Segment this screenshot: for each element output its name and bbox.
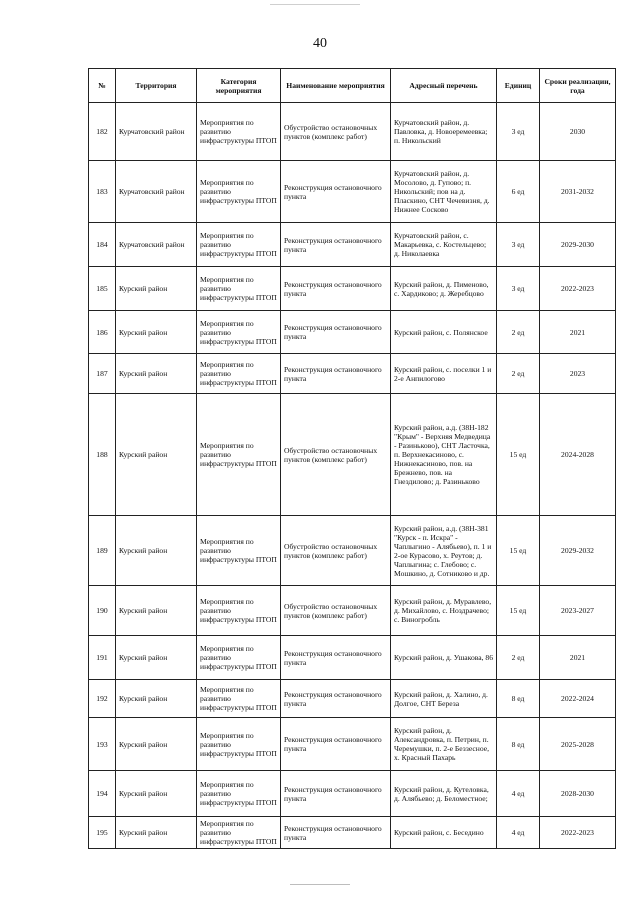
cell-period: 2029-2030 — [540, 223, 616, 267]
cell-name: Реконструкция остановочного пункта — [281, 680, 391, 718]
cell-units: 2 ед — [497, 636, 540, 680]
cell-period: 2025-2028 — [540, 718, 616, 771]
header-territory: Территория — [116, 69, 197, 103]
cell-category: Мероприятия по развитию инфраструктуры ПТОП — [197, 223, 281, 267]
cell-territory: Курчатовский район — [116, 103, 197, 161]
cell-address: Курский район, д. Муравлево, д. Михайлово, с. Ноздрачево; с. Виногробль — [391, 586, 497, 636]
cell-address: Курчатовский район, д. Павловка, д. Новоеремеевка; п. Никольский — [391, 103, 497, 161]
cell-address: Курский район, а.д. (38Н-182 "Крым" - Верхняя Медведица - Разиньково), СНТ Ласточка, п. Верхнекасиново, с. Нижнекасиново, пов. на Брежнево, пов. на Гнездилово; д. Разиньково — [391, 394, 497, 516]
cell-num: 185 — [89, 267, 116, 311]
cell-period: 2021 — [540, 636, 616, 680]
cell-territory: Курский район — [116, 267, 197, 311]
cell-name: Реконструкция остановочного пункта — [281, 718, 391, 771]
cell-period: 2023 — [540, 354, 616, 394]
cell-period: 2022-2023 — [540, 817, 616, 849]
cell-territory: Курский район — [116, 586, 197, 636]
cell-address: Курский район, д. Александровка, п. Петрин, п. Черемушки, п. 2-е Беззесное, х. Красный Пахарь — [391, 718, 497, 771]
cell-num: 182 — [89, 103, 116, 161]
table-row — [89, 586, 616, 636]
cell-name: Реконструкция остановочного пункта — [281, 311, 391, 354]
cell-address: Курский район, с. Полянское — [391, 311, 497, 354]
cell-territory: Курский район — [116, 636, 197, 680]
cell-units: 2 ед — [497, 311, 540, 354]
table-row — [89, 718, 616, 771]
cell-num: 186 — [89, 311, 116, 354]
cell-territory: Курчатовский район — [116, 161, 197, 223]
cell-num: 191 — [89, 636, 116, 680]
cell-address: Курский район, д. Пименово, с. Хардиково; д. Жеребцово — [391, 267, 497, 311]
table-row — [89, 394, 616, 516]
cell-units: 3 ед — [497, 223, 540, 267]
cell-period: 2030 — [540, 103, 616, 161]
cell-name: Обустройство остановочных пунктов (комплекс работ) — [281, 394, 391, 516]
table-row — [89, 223, 616, 267]
cell-territory: Курский район — [116, 771, 197, 817]
table-header-row — [89, 69, 616, 103]
cell-category: Мероприятия по развитию инфраструктуры ПТОП — [197, 161, 281, 223]
cell-units: 2 ед — [497, 354, 540, 394]
cell-address: Курский район, д. Ушакова, 86 — [391, 636, 497, 680]
cell-address: Курский район, д. Кутеловка, д. Алябьево; д. Беломестное; — [391, 771, 497, 817]
cell-period: 2023-2027 — [540, 586, 616, 636]
cell-category: Мероприятия по развитию инфраструктуры ПТОП — [197, 354, 281, 394]
cell-address: Курский район, с. поселки 1 и 2-е Анпилогово — [391, 354, 497, 394]
cell-category: Мероприятия по развитию инфраструктуры ПТОП — [197, 311, 281, 354]
cell-category: Мероприятия по развитию инфраструктуры ПТОП — [197, 267, 281, 311]
cell-num: 189 — [89, 516, 116, 586]
cell-units: 6 ед — [497, 161, 540, 223]
table-row — [89, 516, 616, 586]
cell-territory: Курский район — [116, 718, 197, 771]
cell-period: 2029-2032 — [540, 516, 616, 586]
cell-period: 2028-2030 — [540, 771, 616, 817]
header-num: № — [89, 69, 116, 103]
cell-address: Курский район, с. Беседино — [391, 817, 497, 849]
cell-address: Курский район, д. Халино, д. Долгое, СНТ Береза — [391, 680, 497, 718]
header-address: Адресный перечень — [391, 69, 497, 103]
table-row — [89, 636, 616, 680]
cell-category: Мероприятия по развитию инфраструктуры ПТОП — [197, 771, 281, 817]
cell-name: Обустройство остановочных пунктов (комплекс работ) — [281, 103, 391, 161]
cell-num: 194 — [89, 771, 116, 817]
cell-num: 184 — [89, 223, 116, 267]
cell-units: 15 ед — [497, 586, 540, 636]
table-row — [89, 354, 616, 394]
activities-table — [88, 68, 616, 849]
cell-units: 4 ед — [497, 817, 540, 849]
cell-period: 2031-2032 — [540, 161, 616, 223]
cell-territory: Курский район — [116, 680, 197, 718]
cell-address: Курчатовский район, д. Мосолово, д. Гупово; п. Никольский; пов на д. Пласкино, СНТ Чечевизня, д. Нижнее Сосково — [391, 161, 497, 223]
cell-category: Мероприятия по развитию инфраструктуры ПТОП — [197, 394, 281, 516]
header-period: Сроки реализации, года — [540, 69, 616, 103]
scan-artifact-top — [270, 4, 360, 5]
cell-name: Реконструкция остановочного пункта — [281, 354, 391, 394]
cell-units: 4 ед — [497, 771, 540, 817]
cell-category: Мероприятия по развитию инфраструктуры ПТОП — [197, 516, 281, 586]
cell-name: Обустройство остановочных пунктов (комплекс работ) — [281, 586, 391, 636]
cell-period: 2022-2023 — [540, 267, 616, 311]
cell-address: Курчатовский район, с. Макарьевка, с. Костельцево; д. Николаевка — [391, 223, 497, 267]
cell-category: Мероприятия по развитию инфраструктуры ПТОП — [197, 680, 281, 718]
header-name: Наименование мероприятия — [281, 69, 391, 103]
cell-territory: Курский район — [116, 354, 197, 394]
table-row — [89, 267, 616, 311]
scan-artifact-bottom — [290, 884, 350, 885]
cell-name: Реконструкция остановочного пункта — [281, 161, 391, 223]
cell-category: Мероприятия по развитию инфраструктуры ПТОП — [197, 817, 281, 849]
page-number: 40 — [313, 36, 327, 51]
table-row — [89, 311, 616, 354]
cell-name: Реконструкция остановочного пункта — [281, 223, 391, 267]
cell-period: 2024-2028 — [540, 394, 616, 516]
cell-name: Обустройство остановочных пунктов (комплекс работ) — [281, 516, 391, 586]
cell-units: 15 ед — [497, 394, 540, 516]
cell-territory: Курский район — [116, 311, 197, 354]
cell-category: Мероприятия по развитию инфраструктуры ПТОП — [197, 103, 281, 161]
cell-units: 8 ед — [497, 680, 540, 718]
cell-num: 187 — [89, 354, 116, 394]
cell-name: Реконструкция остановочного пункта — [281, 771, 391, 817]
cell-address: Курский район, а.д. (38Н-381 "Курск - п. Искра" - Чаплыгино - Алябьево), п. 1 и 2-ое Курасово, х. Реутов; д. Чаплыгина; с. Глебово; с. Мошкино, д. Сотниково и др. — [391, 516, 497, 586]
cell-name: Реконструкция остановочного пункта — [281, 267, 391, 311]
cell-territory: Курский район — [116, 817, 197, 849]
table-row — [89, 103, 616, 161]
cell-units: 8 ед — [497, 718, 540, 771]
cell-num: 192 — [89, 680, 116, 718]
cell-category: Мероприятия по развитию инфраструктуры ПТОП — [197, 586, 281, 636]
cell-num: 188 — [89, 394, 116, 516]
cell-period: 2022-2024 — [540, 680, 616, 718]
cell-category: Мероприятия по развитию инфраструктуры ПТОП — [197, 718, 281, 771]
cell-category: Мероприятия по развитию инфраструктуры ПТОП — [197, 636, 281, 680]
table-row — [89, 817, 616, 849]
cell-units: 3 ед — [497, 267, 540, 311]
cell-territory: Курчатовский район — [116, 223, 197, 267]
cell-num: 183 — [89, 161, 116, 223]
cell-num: 190 — [89, 586, 116, 636]
table-row — [89, 161, 616, 223]
cell-name: Реконструкция остановочного пункта — [281, 817, 391, 849]
cell-units: 15 ед — [497, 516, 540, 586]
cell-num: 193 — [89, 718, 116, 771]
table-row — [89, 680, 616, 718]
cell-territory: Курский район — [116, 516, 197, 586]
cell-period: 2021 — [540, 311, 616, 354]
table-row — [89, 771, 616, 817]
cell-units: 3 ед — [497, 103, 540, 161]
cell-territory: Курский район — [116, 394, 197, 516]
cell-num: 195 — [89, 817, 116, 849]
header-units: Единиц — [497, 69, 540, 103]
header-category: Категория мероприятия — [197, 69, 281, 103]
cell-name: Реконструкция остановочного пункта — [281, 636, 391, 680]
